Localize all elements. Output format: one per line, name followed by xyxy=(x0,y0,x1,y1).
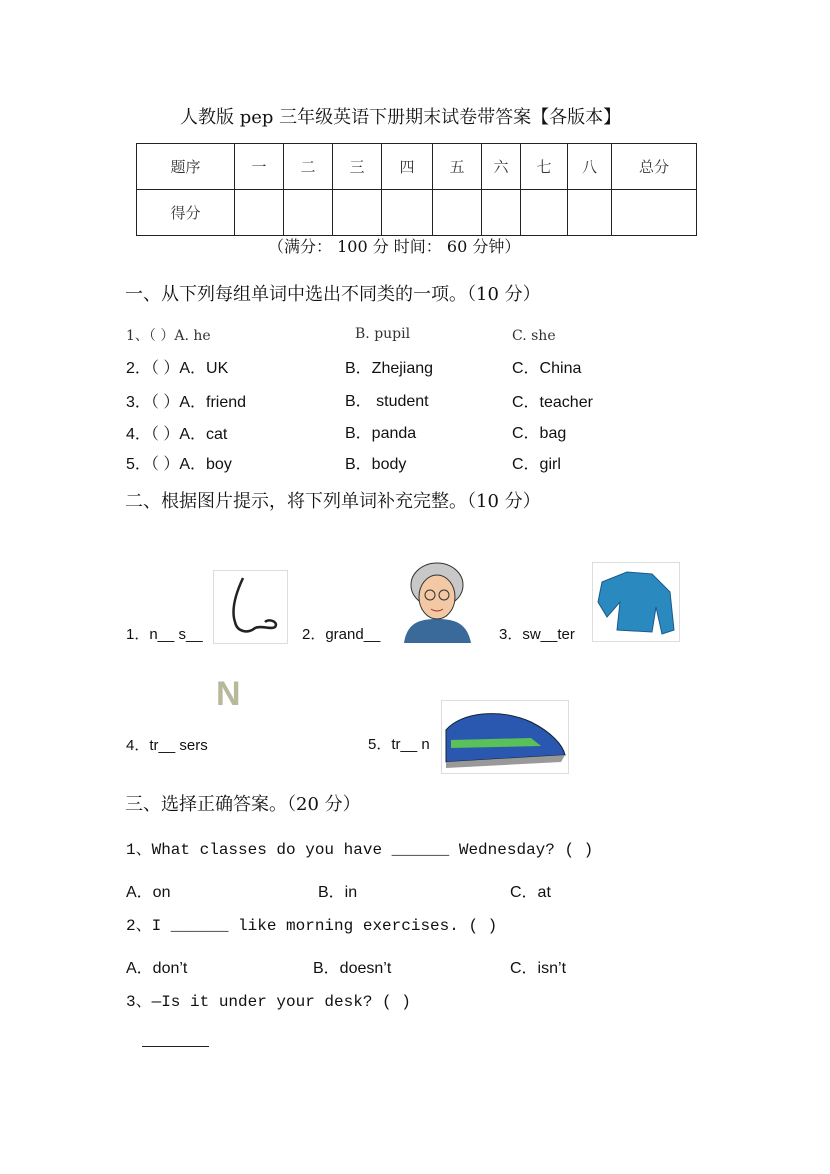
score-cell xyxy=(612,190,697,236)
question-item: 4．（ ）A．cat xyxy=(126,426,228,443)
word-item: 5．tr__ n xyxy=(368,736,430,753)
grandmother-picture xyxy=(389,557,486,643)
score-cell xyxy=(284,190,333,236)
question-item: 5．（ ）A．boy xyxy=(126,456,232,473)
answer-blank-line xyxy=(142,1046,209,1047)
table-header-cell: 总分 xyxy=(612,144,697,190)
question-2: 2、I ______ like morning exercises. ( ) xyxy=(126,917,498,935)
score-cell xyxy=(333,190,382,236)
section2-heading: 二、根据图片提示，将下列单词补充完整。（10 分） xyxy=(125,491,541,512)
score-cell xyxy=(235,190,284,236)
question-3: 3、—Is it under your desk? ( ) xyxy=(126,993,411,1011)
table-row-label: 得分 xyxy=(137,190,235,236)
sweater-picture xyxy=(592,562,680,642)
option-c: C．China xyxy=(512,360,582,377)
question-1: 1、What classes do you have ______ Wednesday? ( ) xyxy=(126,841,594,859)
option-c: C．girl xyxy=(512,456,561,473)
score-table xyxy=(136,143,697,236)
option-c: C．isn’t xyxy=(510,960,567,977)
word-item: 3．sw__ter xyxy=(499,626,575,643)
question-item: 3．（ ）A．friend xyxy=(126,394,247,411)
table-row xyxy=(137,144,697,190)
table-header-cell: 题序 xyxy=(137,144,235,190)
word-item: 4．tr__ sers xyxy=(126,737,208,754)
table-row xyxy=(137,190,697,236)
score-cell xyxy=(568,190,612,236)
section1-heading: 一、从下列每组单词中选出不同类的一项。（10 分） xyxy=(125,284,541,305)
question-item: 1、（ ）A. he xyxy=(126,328,211,344)
score-cell xyxy=(382,190,433,236)
option-a: A．on xyxy=(126,884,171,901)
table-header-cell: 三 xyxy=(333,144,382,190)
option-c: C．at xyxy=(510,884,551,901)
table-header-cell: 二 xyxy=(284,144,333,190)
score-info: （满分： 100 分 时间： 60 分钟） xyxy=(268,237,521,256)
option-c: C．teacher xyxy=(512,394,593,411)
score-cell xyxy=(482,190,521,236)
stray-glyph: N xyxy=(216,675,241,713)
option-a: A．don’t xyxy=(126,960,188,977)
nose-picture xyxy=(213,570,288,644)
option-c: C. she xyxy=(512,328,556,344)
table-header-cell: 五 xyxy=(433,144,482,190)
page-title: 人教版 pep 三年级英语下册期末试卷带答案【各版本】 xyxy=(180,107,622,128)
table-header-cell: 七 xyxy=(521,144,568,190)
table-header-cell: 八 xyxy=(568,144,612,190)
option-c: C．bag xyxy=(512,425,567,442)
option-b: B． student xyxy=(345,393,429,410)
word-item: 1．n__ s__ xyxy=(126,626,203,643)
option-b: B．body xyxy=(345,456,407,473)
table-header-cell: 四 xyxy=(382,144,433,190)
option-b: B．in xyxy=(318,884,358,901)
question-item: 2．（ ）A．UK xyxy=(126,360,229,377)
score-cell xyxy=(433,190,482,236)
score-cell xyxy=(521,190,568,236)
section3-heading: 三、选择正确答案。（20 分） xyxy=(125,794,361,815)
table-header-cell: 一 xyxy=(235,144,284,190)
word-item: 2．grand__ xyxy=(302,626,381,643)
train-picture xyxy=(441,700,569,774)
option-b: B．doesn’t xyxy=(313,960,392,977)
table-header-cell: 六 xyxy=(482,144,521,190)
option-b: B. pupil xyxy=(355,326,411,342)
option-b: B．Zhejiang xyxy=(345,360,434,377)
option-b: B．panda xyxy=(345,425,417,442)
